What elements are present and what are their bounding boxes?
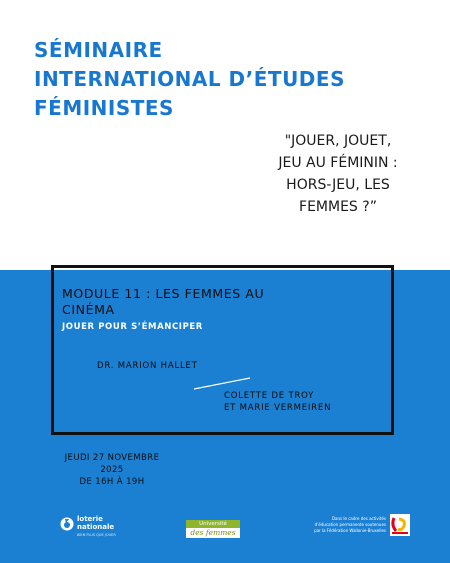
module-subtitle: JOUER POUR S’ÉMANCIPER [62, 322, 203, 332]
title-line-3: FÉMINISTES [34, 96, 174, 120]
speaker-divider-line [193, 375, 251, 391]
module-line-1: MODULE 11 : LES FEMMES AU [62, 286, 265, 301]
event-date-line-2: 2025 [100, 465, 124, 475]
seminar-theme-quote [246, 130, 430, 218]
funding-notice-line-1: Dans le cadre des activités [331, 516, 386, 521]
speaker-second-line-2: ET MARIE VERMEIREN [224, 403, 332, 413]
funding-notice [290, 516, 386, 534]
universite-des-femmes-logo [186, 520, 240, 538]
event-date-line-1: JEUDI 27 NOVEMBRE [64, 453, 160, 463]
quote-line-1: "JOUER, JOUET, [284, 133, 392, 149]
loterie-circle-icon [60, 517, 74, 531]
univ-logo-top: Université [186, 520, 240, 528]
univ-logo-bottom: des femmes [190, 528, 236, 537]
quote-line-4: FEMMES ?” [299, 199, 377, 215]
speaker-second [224, 390, 331, 414]
speaker-second-line-1: COLETTE DE TROY [224, 391, 315, 401]
loterie-nationale-logo [60, 513, 160, 541]
title-line-2: INTERNATIONAL D’ÉTUDES [34, 67, 345, 91]
federation-wallonie-bruxelles-logo [390, 514, 410, 536]
quote-line-2: JEU AU FÉMININ : [278, 155, 398, 171]
loterie-word-2: nationale [77, 523, 115, 531]
event-date-line-3: DE 16H À 19H [79, 477, 145, 487]
loterie-word-1: loterie [77, 515, 103, 523]
fwb-emblem-icon [390, 514, 410, 536]
speaker-first: DR. MARION HALLET [97, 361, 198, 371]
module-heading [62, 286, 312, 318]
title-line-1: SÉMINAIRE [34, 38, 163, 62]
module-line-2: CINÉMA [62, 302, 115, 317]
loterie-wordmark [77, 515, 114, 531]
funding-notice-line-3: par la Fédération Wallonie-Bruxelles [314, 528, 386, 533]
quote-line-3: HORS-JEU, LES [286, 177, 390, 193]
event-date-time [50, 452, 174, 488]
loterie-tagline: BIEN PLUS QUE JOUER [77, 533, 116, 537]
funding-notice-line-2: d’éducation permanente soutenues [314, 522, 386, 527]
poster-title [34, 36, 345, 123]
